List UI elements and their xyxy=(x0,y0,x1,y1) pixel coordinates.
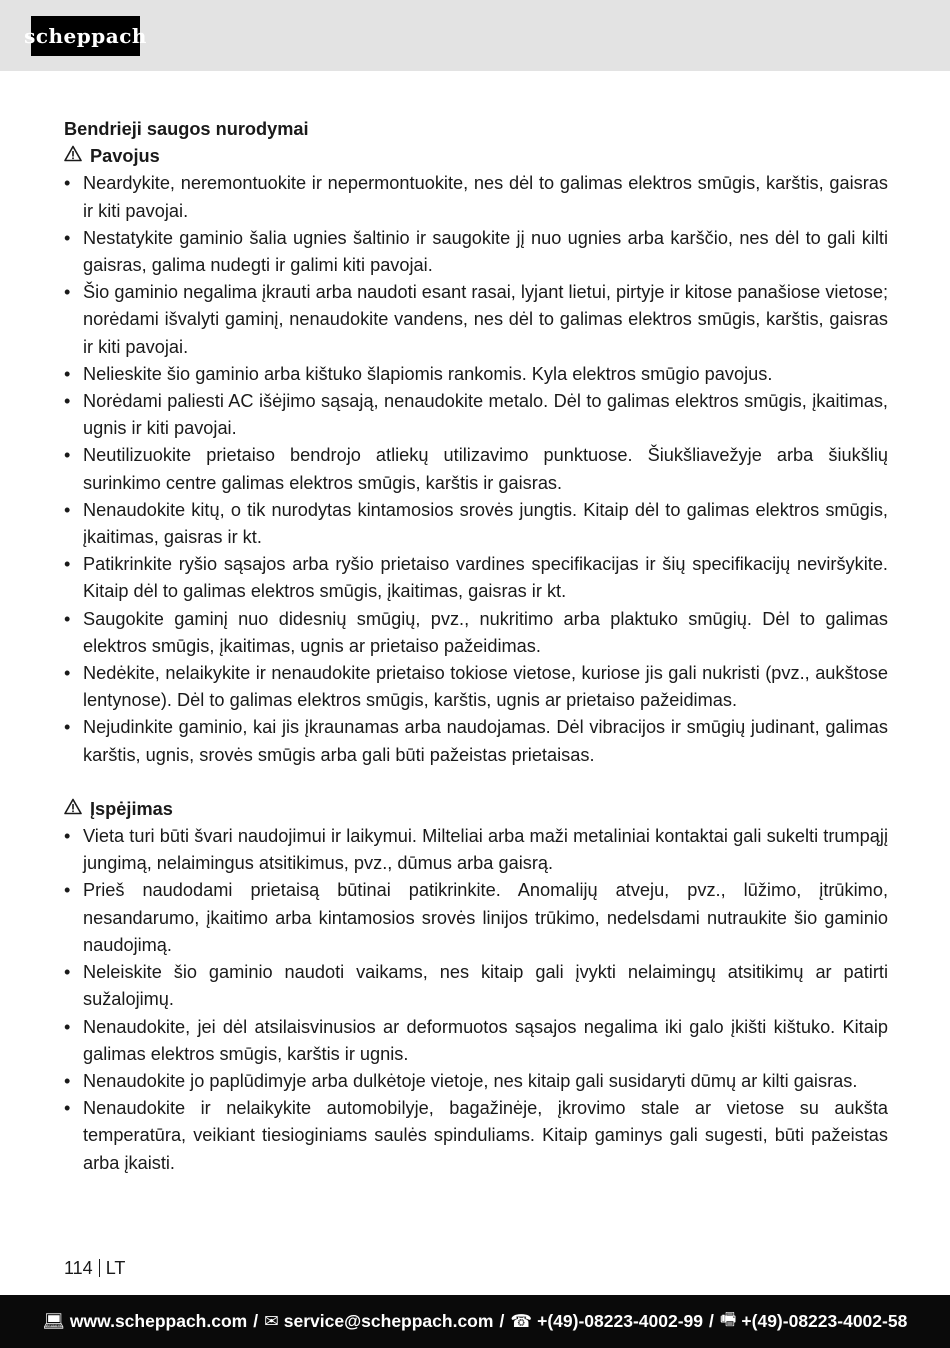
bullet-icon: • xyxy=(64,445,71,466)
warning-item-text: Nenaudokite ir nelaikykite automobilyje, bagažinėje, įkrovimo stale ar vietose su aukšta temperatūra, veikiant tiesioginiams saulės spinduliams. Kitaip gaminys gali sugesti, būti pažeistas arba įkaisti. xyxy=(83,1098,888,1173)
mail-icon: ✉︎ xyxy=(264,1311,279,1331)
danger-list-item xyxy=(64,170,888,224)
danger-item-text: Saugokite gaminį nuo didesnių smūgių, pvz., nukritimo arba plaktuko smūgių. Dėl to galimas elektros smūgis, įkaitimas, ugnis ar prietaiso pažeidimas. xyxy=(83,608,888,656)
bullet-icon: • xyxy=(64,826,71,847)
danger-list xyxy=(64,170,888,768)
warning-heading xyxy=(64,796,888,823)
danger-list-item xyxy=(64,442,888,496)
bullet-icon: • xyxy=(64,499,71,520)
footer-separator: / xyxy=(253,1311,259,1331)
warning-item-text: Nenaudokite, jei dėl atsilaisvinusios ar deformuotos sąsajos negalima iki galo įkišti kištuko. Kitaip galimas elektros smūgis, karštis ir ugnis. xyxy=(83,1016,888,1064)
danger-list-item xyxy=(64,279,888,361)
header-bar xyxy=(0,0,950,71)
danger-list-item xyxy=(64,660,888,714)
footer-separator: / xyxy=(499,1311,505,1331)
danger-item-text: Neutilizuokite prietaiso bendrojo atliekų utilizavimo punktuose. Šiukšliavežyje arba šiukšlių surinkimo centre galimas elektros smūgis, karštis ir gaisras. xyxy=(83,445,888,493)
warning-item-text: Vieta turi būti švari naudojimui ir laikymui. Milteliai arba maži metaliniai kontaktai gali sukelti trumpąjį jungimą, nelaimingus atsitikimus, pvz., dūmus arba gaisrą. xyxy=(83,826,888,874)
warning-list-item xyxy=(64,1095,888,1177)
fax-icon: 🖷︎ xyxy=(719,1308,737,1329)
danger-list-item xyxy=(64,714,888,768)
bullet-icon: • xyxy=(64,173,71,194)
danger-item-text: Šio gaminio negalima įkrauti arba naudoti esant rasai, lyjant lietui, pirtyje ir kitose panašiose vietose; norėdami išvalyti gaminį, nenaudokite vandens, nes dėl to galimas elektros smūgis, karštis, gaisras ir kiti pavojai. xyxy=(83,282,888,357)
bullet-icon: • xyxy=(64,962,71,983)
phone-icon: ☎ xyxy=(510,1311,533,1331)
bullet-icon: • xyxy=(64,391,71,412)
warning-list-item xyxy=(64,1068,888,1095)
warning-triangle-icon xyxy=(64,143,84,170)
warning-item-text: Neleiskite šio gaminio naudoti vaikams, nes kitaip gali įvykti nelaimingų atsitikimų ar patirti sužalojimų. xyxy=(83,962,888,1010)
footer-phone[interactable]: +(49)-08223-4002-99 xyxy=(537,1311,704,1331)
warning-list-item xyxy=(64,877,888,959)
danger-list-item xyxy=(64,361,888,388)
danger-item-text: Nenaudokite kitų, o tik nurodytas kintamosios srovės jungtis. Kitaip dėl to galimas elektros smūgis, įkaitimas, gaisras ir kt. xyxy=(83,499,888,548)
danger-item-text: Nejudinkite gaminio, kai jis įkraunamas arba naudojamas. Dėl vibracijos ir smūgių judinant, galimas karštis, ugnis, srovės smūgis arba gali būti pažeistas prietaisas. xyxy=(83,717,888,765)
bullet-icon: • xyxy=(64,717,71,738)
danger-list-item xyxy=(64,225,888,279)
computer-icon: 💻︎ xyxy=(42,1311,65,1331)
page-number-value: 114 xyxy=(64,1258,93,1278)
bullet-icon: • xyxy=(64,1098,71,1119)
page-content xyxy=(64,116,888,1177)
warning-item-text: Nenaudokite jo paplūdimyje arba dulkėtoje vietoje, nes kitaip gali susidaryti dūmų ar kilti gaisras. xyxy=(83,1070,858,1091)
warning-title: Įspėjimas xyxy=(90,798,173,819)
warning-list-item xyxy=(64,823,888,877)
danger-list-item xyxy=(64,497,888,551)
danger-title: Pavojus xyxy=(90,146,160,167)
page-number xyxy=(64,1256,125,1280)
footer-fax: +(49)-08223-4002-58 xyxy=(741,1311,908,1331)
bullet-icon: • xyxy=(64,554,71,575)
footer-email[interactable]: service@scheppach.com xyxy=(283,1311,494,1331)
danger-item-text: Nedėkite, nelaikykite ir nenaudokite prietaiso tokiose vietose, kuriose jis gali nukristi (pvz., aukštose lentynose). Dėl to galimas elektros smūgis, karštis, ugnis ar prietaiso pažeidimas. xyxy=(83,663,888,711)
danger-item-text: Patikrinkite ryšio sąsajos arba ryšio prietaiso vardines specifikacijas ir šių specifikacijų neviršykite. Kitaip dėl to galimas elektros smūgis, įkaitimas, gaisras ir kt. xyxy=(83,554,888,602)
danger-list-item xyxy=(64,606,888,660)
warning-triangle-icon xyxy=(64,796,84,823)
danger-item-text: Norėdami paliesti AC išėjimo sąsają, nenaudokite metalo. Dėl to galimas elektros smūgis, įkaitimas, ugnis ir kiti pavojai. xyxy=(83,391,888,439)
scheppach-logo: scheppach xyxy=(31,16,140,56)
warning-list-item xyxy=(64,959,888,1013)
bullet-icon: • xyxy=(64,227,71,248)
danger-item-text: Nelieskite šio gaminio arba kištuko šlapiomis rankomis. Kyla elektros smūgio pavojus. xyxy=(83,363,773,384)
bullet-icon: • xyxy=(64,282,71,303)
page-language: LT xyxy=(105,1258,126,1278)
footer-bar xyxy=(0,1295,950,1348)
danger-heading xyxy=(64,143,888,170)
danger-list-item xyxy=(64,388,888,442)
bullet-icon: • xyxy=(64,608,71,629)
footer-website[interactable]: www.scheppach.com xyxy=(69,1311,248,1331)
danger-list-item xyxy=(64,551,888,605)
bullet-icon: • xyxy=(64,880,71,901)
warning-list xyxy=(64,823,888,1177)
section-title: Bendrieji saugos nurodymai xyxy=(64,119,309,139)
bullet-icon: • xyxy=(64,1016,71,1037)
bullet-icon: • xyxy=(64,1070,71,1091)
footer-separator: / xyxy=(709,1311,714,1331)
bullet-icon: • xyxy=(64,663,71,684)
warning-list-item xyxy=(64,1014,888,1068)
bullet-icon: • xyxy=(64,363,71,384)
danger-item-text: Nestatykite gaminio šalia ugnies šaltinio ir saugokite jį nuo ugnies arba karščio, nes dėl to gali kilti gaisras, galima nudegti ir galimi kiti pavojai. xyxy=(83,227,888,276)
danger-item-text: Neardykite, neremontuokite ir nepermontuokite, nes dėl to galimas elektros smūgis, karštis, gaisras ir kiti pavojai. xyxy=(83,173,888,221)
warning-item-text: Prieš naudodami prietaisą būtinai patikrinkite. Anomalijų atveju, pvz., lūžimo, įtrūkimo, nesandarumo, įkaitimo arba kintamosios srovės linijos trūkimo, nedelsdami nutraukite šio gaminio naudojimą. xyxy=(83,880,888,955)
